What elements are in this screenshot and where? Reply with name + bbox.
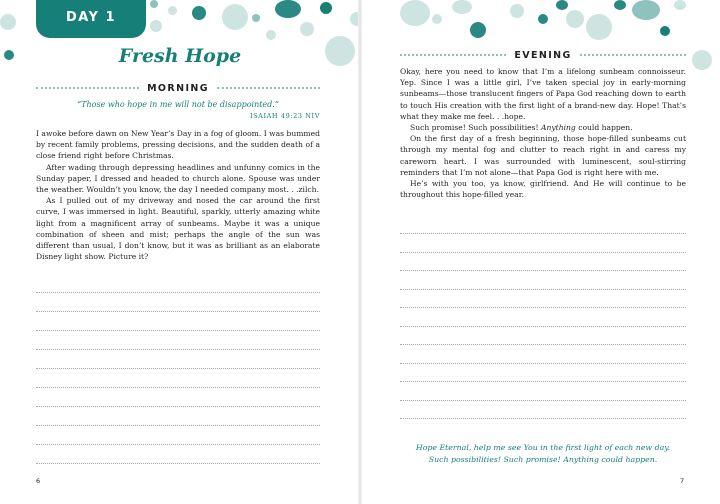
dot	[275, 0, 301, 18]
writing-line	[400, 326, 686, 327]
closing-prayer	[400, 442, 686, 465]
dot	[192, 6, 206, 20]
dot	[222, 4, 248, 30]
divider	[580, 54, 686, 56]
dot	[692, 50, 712, 70]
dot	[556, 0, 568, 10]
paragraph: As I pulled out of my driveway and nosed the car around the first curve, I was immersed in light. Beautiful, sparkly, utterly amazing white light from a magnificent array of sunbeams. Maybe it was a unique combination of sheen and mist; perhaps the angle of the sun was different than usual, I don’t know, but it was as brilliant as an elaborate Disney light show. Picture it?	[36, 196, 320, 262]
writing-line	[36, 311, 320, 312]
page-number: 6	[36, 477, 41, 485]
scripture-reference: ISAIAH 49:23 NIV	[249, 112, 320, 120]
dot	[660, 26, 670, 36]
dot	[452, 0, 472, 14]
writing-line	[400, 307, 686, 308]
page-title: Fresh Hope	[118, 45, 242, 67]
dot	[150, 0, 158, 8]
writing-line	[400, 363, 686, 364]
dot	[586, 14, 612, 40]
divider	[400, 54, 506, 56]
evening-heading	[400, 47, 686, 63]
prayer-line: Hope Eternal, help me see You in the first light of each new day.	[415, 443, 671, 452]
writing-line	[400, 233, 686, 234]
divider	[36, 87, 139, 89]
right-page	[360, 0, 720, 504]
scripture-verse: “Those who hope in me will not be disappointed.”	[77, 100, 279, 109]
dot	[4, 50, 14, 60]
paragraph: He’s with you too, ya know, girlfriend. And He will continue to be throughout this hope-filled year.	[400, 179, 686, 200]
writing-line	[400, 344, 686, 345]
paragraph: Okay, here you need to know that I’m a lifelong sunbeam connoisseur. Yep. Since I was a little girl, I’ve taken special joy in early-morning sunbeams—those translucent fingers of Papa God reaching down to earth to touch His creation with the first light of a brand-new day. Hope! That’s what they make me feel. . .hope.	[400, 67, 686, 121]
writing-line	[36, 463, 320, 464]
dot	[432, 14, 442, 24]
dot	[300, 22, 314, 36]
writing-line	[36, 330, 320, 331]
morning-heading	[36, 80, 320, 96]
writing-line	[36, 444, 320, 445]
section-label: MORNING	[147, 82, 209, 94]
journal-lines	[400, 233, 686, 433]
writing-line	[400, 270, 686, 271]
writing-line	[36, 368, 320, 369]
dot	[470, 22, 486, 38]
dot	[400, 0, 430, 26]
dot	[266, 30, 276, 40]
writing-line	[36, 349, 320, 350]
morning-body	[36, 128, 320, 262]
section-label: EVENING	[514, 49, 572, 61]
page-number: 7	[680, 477, 685, 485]
dot	[320, 2, 332, 14]
dot	[150, 20, 162, 32]
dot	[0, 14, 16, 30]
day-tab: DAY 1	[36, 0, 146, 38]
writing-line	[36, 292, 320, 293]
writing-line	[36, 387, 320, 388]
writing-line	[400, 418, 686, 419]
evening-body	[400, 66, 686, 200]
dot	[510, 4, 524, 18]
writing-line	[36, 406, 320, 407]
paragraph: Such promise! Such possibilities! Anything could happen.	[410, 123, 633, 133]
journal-lines	[36, 292, 320, 472]
dot	[566, 10, 584, 28]
dot	[614, 0, 626, 10]
dot	[538, 14, 548, 24]
prayer-line: Such possibilities! Such promise! Anything could happen.	[428, 454, 658, 464]
dot	[632, 0, 660, 20]
writing-line	[400, 400, 686, 401]
dot	[168, 6, 177, 15]
dot	[674, 0, 686, 10]
writing-line	[36, 425, 320, 426]
paragraph: On the first day of a fresh beginning, those hope-filled sunbeams cut through my mental fog and clutter to reach right in and caress my careworn heart. I was surrounded with luminescent, soul-stirring reminders that I’m not alone—that Papa God is right here with me.	[400, 134, 686, 177]
dot	[325, 36, 355, 66]
paragraph: After wading through depressing headlines and unfunny comics in the Sunday paper, I dressed and headed to church alone. Spouse was under the weather. Wouldn’t you know, the day I needed company most. . .zilch.	[36, 162, 320, 195]
writing-line	[400, 289, 686, 290]
writing-line	[400, 252, 686, 253]
divider	[217, 87, 320, 89]
paragraph: I awoke before dawn on New Year’s Day in a fog of gloom. I was bummed by recent family problems, pressing decisions, and the sudden death of a close friend right before Christmas.	[36, 129, 320, 161]
writing-line	[400, 381, 686, 382]
dot	[252, 14, 260, 22]
